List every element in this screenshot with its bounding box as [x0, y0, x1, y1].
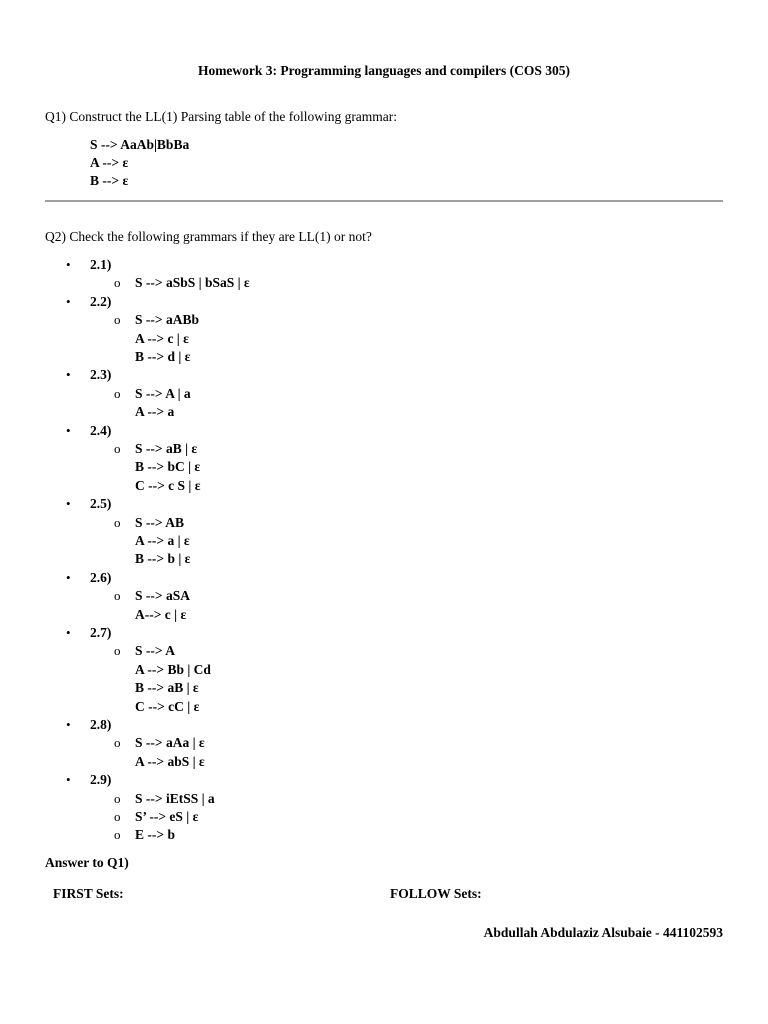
grammar-item-label: 2.2)	[90, 293, 112, 309]
grammar-rule: B --> bC | ε	[135, 459, 201, 475]
sub-bullet-glyph: o	[114, 441, 121, 456]
grammar-rule: A--> c | ε	[135, 606, 187, 622]
grammar-rule: B --> aB | ε	[135, 680, 199, 696]
bullet-glyph: •	[66, 569, 71, 585]
bullet-glyph: •	[66, 625, 71, 640]
grammar-rule: S --> aB | ε	[135, 441, 198, 456]
first-sets-label: FIRST Sets:	[53, 886, 124, 901]
grammar-rule: E --> b	[135, 827, 175, 843]
grammar-rule: S --> iEtSS | a	[135, 790, 215, 806]
grammar-item-label: 2.5)	[90, 496, 112, 512]
bullet-glyph: •	[66, 293, 71, 309]
grammar-item-label: 2.3)	[90, 367, 112, 383]
grammar-item-label: 2.7)	[90, 625, 112, 640]
sub-bullet-glyph: o	[114, 588, 121, 604]
grammar-rule: A --> abS | ε	[135, 753, 205, 769]
grammar-rule: S --> aABb	[135, 312, 199, 328]
bullet-glyph: •	[66, 367, 71, 383]
follow-sets-label: FOLLOW Sets:	[390, 886, 482, 901]
sub-bullet-glyph: o	[114, 809, 121, 824]
grammar-rule: S --> aSA	[135, 588, 190, 604]
q1-grammar-line: S --> AaAb|BbBa	[90, 137, 190, 152]
grammar-item-label: 2.9)	[90, 772, 112, 788]
grammar-rule: S --> aAa | ε	[135, 735, 205, 751]
grammar-rule: S --> aSbS | bSaS | ε	[135, 275, 250, 291]
answer-heading: Answer to Q1)	[45, 855, 129, 870]
q1-prompt: Q1) Construct the LL(1) Parsing table of the following grammar:	[45, 109, 398, 124]
grammar-rule: S --> AB	[135, 514, 184, 530]
grammar-rule: C --> c S | ε	[135, 477, 201, 493]
q2-prompt: Q2) Check the following grammars if they are LL(1) or not?	[45, 229, 372, 244]
horizontal-rule	[45, 200, 723, 202]
bullet-glyph: •	[66, 717, 71, 732]
q1-grammar-line: A --> ε	[90, 155, 129, 170]
bullet-glyph: •	[66, 772, 71, 788]
q1-grammar-line: B --> ε	[90, 173, 129, 188]
grammar-rule: S --> A	[135, 643, 175, 659]
author-signature: Abdullah Abdulaziz Alsubaie - 441102593	[483, 925, 723, 940]
grammar-item-label: 2.6)	[90, 569, 112, 585]
grammar-item-label: 2.4)	[90, 422, 112, 438]
document-title: Homework 3: Programming languages and compilers (COS 305)	[197, 63, 571, 78]
grammar-rule: B --> d | ε	[135, 349, 191, 364]
grammar-rule: A --> Bb | Cd	[135, 661, 211, 677]
bullet-glyph: •	[66, 496, 71, 512]
sub-bullet-glyph: o	[114, 275, 121, 291]
bullet-glyph: •	[66, 257, 71, 272]
sub-bullet-glyph: o	[114, 385, 121, 401]
grammar-rule: A --> c | ε	[135, 330, 189, 346]
sub-bullet-glyph: o	[114, 514, 121, 530]
sub-bullet-glyph: o	[114, 312, 121, 328]
grammar-item-label: 2.8)	[90, 717, 112, 732]
grammar-rule: C --> cC | ε	[135, 698, 200, 714]
grammar-rule: A --> a	[135, 404, 175, 420]
sub-bullet-glyph: o	[114, 643, 121, 659]
sub-bullet-glyph: o	[114, 790, 121, 806]
grammar-rule: S --> A | a	[135, 385, 191, 401]
bullet-glyph: •	[66, 422, 71, 438]
grammar-rule: S’ --> eS | ε	[135, 809, 199, 824]
grammar-item-label: 2.1)	[90, 257, 112, 272]
grammar-rule: B --> b | ε	[135, 551, 191, 567]
sub-bullet-glyph: o	[114, 827, 121, 843]
sub-bullet-glyph: o	[114, 735, 121, 751]
grammar-rule: A --> a | ε	[135, 533, 190, 548]
